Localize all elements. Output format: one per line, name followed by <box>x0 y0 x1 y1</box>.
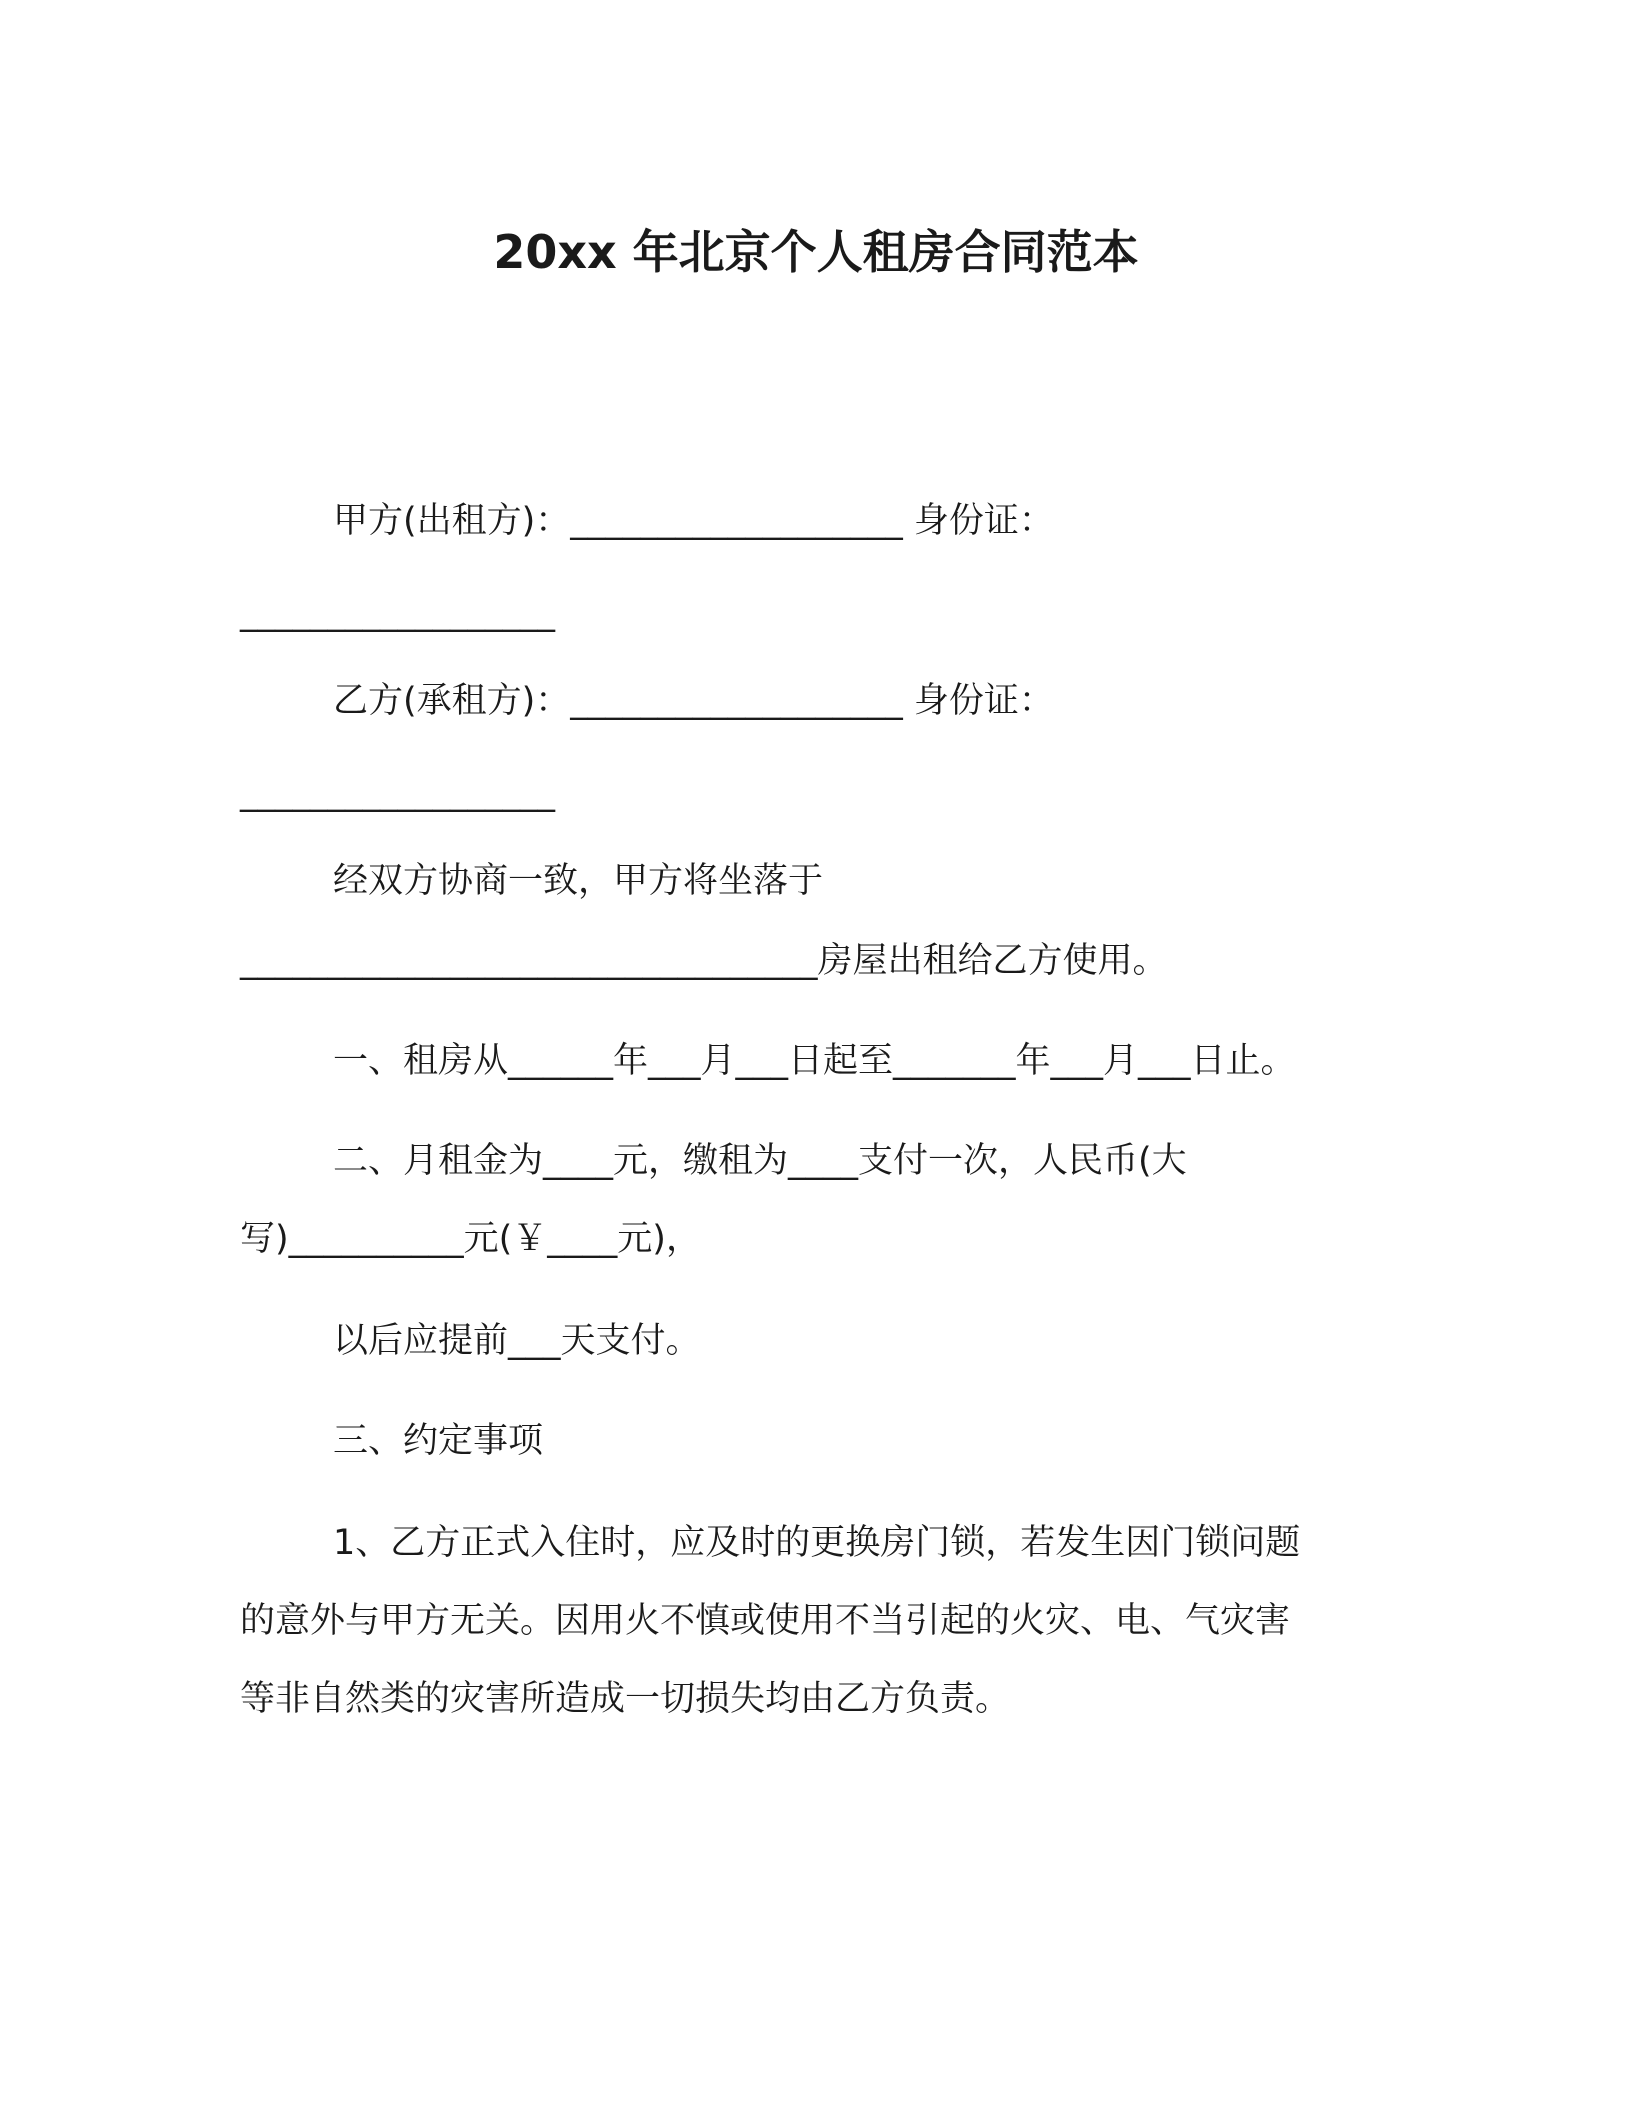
item-1-line-2: 的意外与甲方无关。因用火不慎或使用不当引起的火灾、电、气灾害 <box>240 1601 1291 1641</box>
party-a-line: 甲方(出租方)：___________________ 身份证： <box>333 501 1054 541</box>
clause-1-lease-term: 一、租房从______年___月___日起至_______年___月___日止。 <box>333 1041 1296 1081</box>
party-b-line: 乙方(承租方)：___________________ 身份证： <box>333 681 1054 721</box>
party-b-id-blank: __________________ <box>240 773 555 813</box>
clause-2-rent-amount: 写)__________元(￥____元)， <box>240 1219 701 1259</box>
clause-2-rent: 二、月租金为____元，缴租为____支付一次，人民币(大 <box>333 1141 1187 1181</box>
document-title: 20xx 年北京个人租房合同范本 <box>493 225 1139 279</box>
clause-2-payment-advance: 以后应提前___天支付。 <box>333 1321 701 1361</box>
item-1-line-1: 1、乙方正式入住时，应及时的更换房门锁，若发生因门锁问题 <box>333 1523 1301 1563</box>
property-location-line: _________________________________房屋出租给乙方使用。 <box>240 941 1168 981</box>
party-a-id-blank: __________________ <box>240 593 555 633</box>
agreement-intro-line: 经双方协商一致，甲方将坐落于 <box>333 861 824 901</box>
clause-3-heading: 三、约定事项 <box>333 1421 544 1461</box>
item-1-line-3: 等非自然类的灾害所造成一切损失均由乙方负责。 <box>240 1679 1011 1719</box>
